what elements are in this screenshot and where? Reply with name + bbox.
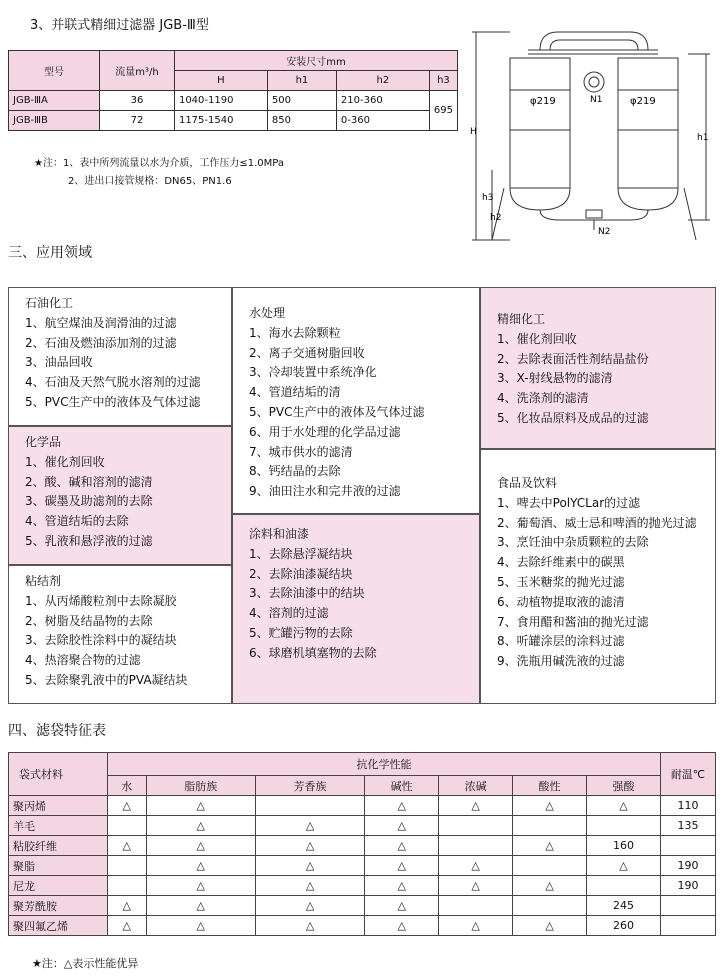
box-water — [232, 287, 480, 514]
feature-col-head: 浓碱 — [439, 776, 513, 796]
strong-acid-value: 160 — [587, 836, 661, 856]
list-item: 9、油田注水和完井液的过滤 — [249, 484, 401, 499]
row-h2: 210-360 — [336, 91, 429, 111]
list-item: 3、去除油漆中的结块 — [249, 586, 365, 601]
head-install: 安装尺寸mm — [174, 51, 457, 71]
list-item: 3、X-射线悬物的滤清 — [497, 371, 613, 386]
strong-acid-value: 260 — [587, 916, 661, 936]
triangle-mark: △ — [513, 876, 587, 896]
list-item: 2、石油及燃油添加剂的过滤 — [25, 335, 177, 350]
empty-cell — [108, 856, 147, 876]
triangle-mark: △ — [108, 896, 147, 916]
material-name: 聚四氟乙烯 — [9, 916, 108, 936]
triangle-mark: △ — [255, 856, 364, 876]
box-paint — [232, 514, 480, 704]
triangle-mark: △ — [146, 856, 255, 876]
material-name: 聚芳酰胺 — [9, 896, 108, 916]
head-model: 型号 — [9, 51, 100, 91]
list-item: 1、啤去中PolYCLar的过滤 — [497, 495, 641, 510]
empty-cell — [439, 816, 513, 836]
feature-table — [8, 752, 716, 936]
section-4-title: 四、滤袋特征表 — [8, 723, 106, 739]
list-item: 5、PVC生产中的液体及气体过滤 — [25, 394, 201, 409]
spec-table — [8, 50, 458, 131]
box-chem — [8, 426, 232, 565]
list-item: 5、PVC生产中的液体及气体过滤 — [249, 404, 425, 419]
list-item: 8、钙结晶的去除 — [249, 464, 341, 479]
list-item: 7、食用醋和酱油的抛光过滤 — [497, 614, 649, 629]
list-item: 2、离子交通树脂回收 — [249, 345, 365, 360]
list-item: 1、航空煤油及润滑油的过滤 — [25, 315, 177, 330]
label-n2: N2 — [598, 227, 611, 237]
triangle-mark: △ — [365, 836, 439, 856]
material-name: 聚丙烯 — [9, 796, 108, 816]
triangle-mark: △ — [439, 916, 513, 936]
list-item: 4、管道结垢的清 — [249, 385, 341, 400]
list-item: 3、去除胶性涂料中的凝结块 — [25, 633, 177, 648]
empty-cell — [255, 796, 364, 816]
list-item: 6、球磨机填塞物的去除 — [249, 645, 377, 660]
box-food-head: 食品及饮料 — [497, 476, 558, 490]
head-material: 袋式材料 — [9, 753, 108, 796]
empty-cell — [513, 896, 587, 916]
strong-acid-value: 245 — [587, 896, 661, 916]
triangle-mark: △ — [365, 876, 439, 896]
head-H: H — [174, 71, 267, 91]
triangle-mark: △ — [108, 836, 147, 856]
temp-value: 190 — [661, 876, 716, 896]
triangle-mark: △ — [255, 876, 364, 896]
triangle-mark: △ — [513, 796, 587, 816]
triangle-mark: △ — [439, 796, 513, 816]
table-row — [9, 896, 716, 916]
list-item: 4、石油及天然气脱水溶剂的过滤 — [25, 375, 201, 390]
material-name: 羊毛 — [9, 816, 108, 836]
label-phi-right: φ219 — [630, 96, 656, 107]
list-item: 2、树脂及结晶物的去除 — [25, 613, 153, 628]
empty-cell — [587, 876, 661, 896]
empty-cell — [513, 856, 587, 876]
triangle-mark: △ — [439, 876, 513, 896]
list-item: 1、催化剂回收 — [497, 331, 577, 346]
list-item: 3、冷却装置中系统净化 — [249, 365, 377, 380]
list-item: 4、热溶聚合物的过滤 — [25, 653, 141, 668]
note-2: 2、进出口接管规格：DN65、PN1.6 — [68, 176, 232, 187]
box-paint-head: 涂料和油漆 — [249, 527, 310, 541]
list-item: 2、葡萄酒、威士忌和啤酒的抛光过滤 — [497, 515, 697, 530]
top-pipe — [540, 32, 648, 50]
label-h3: h3 — [482, 193, 494, 203]
head-h3: h3 — [429, 71, 457, 91]
triangle-mark: △ — [146, 896, 255, 916]
section-apps-title: 三、应用领域 — [8, 245, 92, 261]
list-item: 4、洗涤剂的滤清 — [497, 391, 589, 406]
list-item: 3、烹饪油中杂质颗粒的去除 — [497, 535, 649, 550]
head-h2: h2 — [336, 71, 429, 91]
table-row — [9, 816, 716, 836]
list-item: 1、催化剂回收 — [25, 454, 105, 469]
triangle-mark: △ — [255, 896, 364, 916]
note-1: ★注：1、表中所列流量以水为介质，工作压力≤1.0MPa — [34, 158, 284, 169]
box-chem-head: 化学品 — [25, 435, 62, 449]
triangle-mark: △ — [513, 916, 587, 936]
box-petro-head: 石油化工 — [25, 296, 74, 310]
list-item: 2、去除油漆凝结块 — [249, 566, 353, 581]
triangle-mark: △ — [146, 876, 255, 896]
feature-col-head: 芳香族 — [255, 776, 364, 796]
head-flow: 流量m³/h — [99, 51, 174, 91]
row-h2: 0-360 — [336, 111, 429, 131]
list-item: 5、贮罐污物的去除 — [249, 625, 353, 640]
vessel-right — [618, 58, 678, 188]
list-item: 3、碳墨及助滤剂的去除 — [25, 494, 153, 509]
row-h3: 695 — [429, 91, 457, 131]
box-water-head: 水处理 — [249, 306, 286, 320]
list-item: 2、去除表面活性剂结晶盐份 — [497, 351, 649, 366]
box-fine-head: 精细化工 — [497, 312, 546, 326]
list-item: 4、溶剂的过滤 — [249, 606, 329, 621]
feature-col-head: 脂肪族 — [146, 776, 255, 796]
triangle-mark: △ — [108, 916, 147, 936]
label-phi-left: φ219 — [530, 96, 556, 107]
row-H: 1040-1190 — [174, 91, 267, 111]
triangle-mark: △ — [365, 796, 439, 816]
feature-col-head: 强酸 — [587, 776, 661, 796]
table-row — [9, 796, 716, 816]
box-petro — [8, 287, 232, 426]
triangle-mark: △ — [146, 836, 255, 856]
temp-value — [661, 896, 716, 916]
triangle-mark: △ — [146, 916, 255, 936]
list-item: 8、听罐涂层的涂料过滤 — [497, 634, 625, 649]
label-h2: h2 — [490, 213, 502, 223]
list-item: 9、洗瓶用碱洗液的过滤 — [497, 654, 625, 669]
material-name: 聚脂 — [9, 856, 108, 876]
feature-note: ★注：△表示性能优异 — [32, 957, 139, 970]
list-item: 4、去除纤维素中的碳黑 — [497, 555, 625, 570]
list-item: 1、去除悬浮凝结块 — [249, 546, 353, 561]
triangle-mark: △ — [255, 916, 364, 936]
inlet-n1 — [584, 72, 604, 92]
label-n1: N1 — [590, 95, 603, 105]
head-temp: 耐温℃ — [661, 753, 716, 796]
empty-cell — [108, 876, 147, 896]
row-model: JGB-ⅢA — [9, 91, 100, 111]
triangle-mark: △ — [255, 816, 364, 836]
table-row — [9, 876, 716, 896]
list-item: 5、化妆品原料及成品的过滤 — [497, 410, 649, 425]
list-item: 6、用于水处理的化学品过滤 — [249, 424, 401, 439]
triangle-mark: △ — [108, 796, 147, 816]
material-name: 粘胶纤维 — [9, 836, 108, 856]
empty-cell — [108, 816, 147, 836]
material-name: 尼龙 — [9, 876, 108, 896]
label-H: H — [470, 127, 477, 137]
box-fine — [480, 287, 716, 449]
list-item: 3、油品回收 — [25, 355, 93, 370]
table-row — [9, 856, 716, 876]
label-h1: h1 — [697, 133, 709, 143]
row-flow: 36 — [99, 91, 174, 111]
section-3-title: 3、并联式精细过滤器 JGB-Ⅲ型 — [30, 18, 209, 33]
list-item: 1、海水去除颗粒 — [249, 325, 341, 340]
temp-value: 110 — [661, 796, 716, 816]
list-item: 7、城市供水的滤清 — [249, 444, 353, 459]
triangle-mark: △ — [587, 796, 661, 816]
empty-cell — [439, 896, 513, 916]
triangle-mark: △ — [513, 836, 587, 856]
outlet-n2 — [586, 210, 602, 218]
row-h1: 850 — [267, 111, 336, 131]
table-row — [9, 836, 716, 856]
vessel-left — [510, 58, 570, 188]
triangle-mark: △ — [255, 836, 364, 856]
table-row — [9, 916, 716, 936]
triangle-mark: △ — [439, 856, 513, 876]
list-item: 5、去除聚乳液中的PVA凝结块 — [25, 672, 188, 687]
empty-cell — [513, 816, 587, 836]
list-item: 6、动植物提取液的滤清 — [497, 594, 625, 609]
row-h1: 500 — [267, 91, 336, 111]
list-item: 5、玉米糖浆的抛光过滤 — [497, 574, 625, 589]
row-model: JGB-ⅢB — [9, 111, 100, 131]
feature-col-head: 酸性 — [513, 776, 587, 796]
triangle-mark: △ — [365, 856, 439, 876]
triangle-mark: △ — [146, 816, 255, 836]
empty-cell — [587, 816, 661, 836]
triangle-mark: △ — [146, 796, 255, 816]
temp-value — [661, 836, 716, 856]
box-food — [480, 449, 716, 704]
feature-col-head: 碱性 — [365, 776, 439, 796]
row-H: 1175-1540 — [174, 111, 267, 131]
feature-col-head: 水 — [108, 776, 147, 796]
temp-value — [661, 916, 716, 936]
list-item: 4、管道结垢的去除 — [25, 514, 129, 529]
filter-diagram — [470, 10, 715, 245]
triangle-mark: △ — [365, 916, 439, 936]
box-adhesive — [8, 565, 232, 704]
box-adhesive-head: 粘结剂 — [25, 574, 62, 588]
head-chem: 抗化学性能 — [108, 753, 661, 776]
temp-value: 135 — [661, 816, 716, 836]
empty-cell — [439, 836, 513, 856]
triangle-mark: △ — [365, 896, 439, 916]
list-item: 5、乳液和悬浮液的过滤 — [25, 533, 153, 548]
triangle-mark: △ — [365, 816, 439, 836]
temp-value: 190 — [661, 856, 716, 876]
triangle-mark: △ — [587, 856, 661, 876]
list-item: 2、酸、碱和溶剂的滤清 — [25, 474, 153, 489]
head-h1: h1 — [267, 71, 336, 91]
list-item: 1、从丙烯酸粒剂中去除凝胶 — [25, 593, 177, 608]
row-flow: 72 — [99, 111, 174, 131]
